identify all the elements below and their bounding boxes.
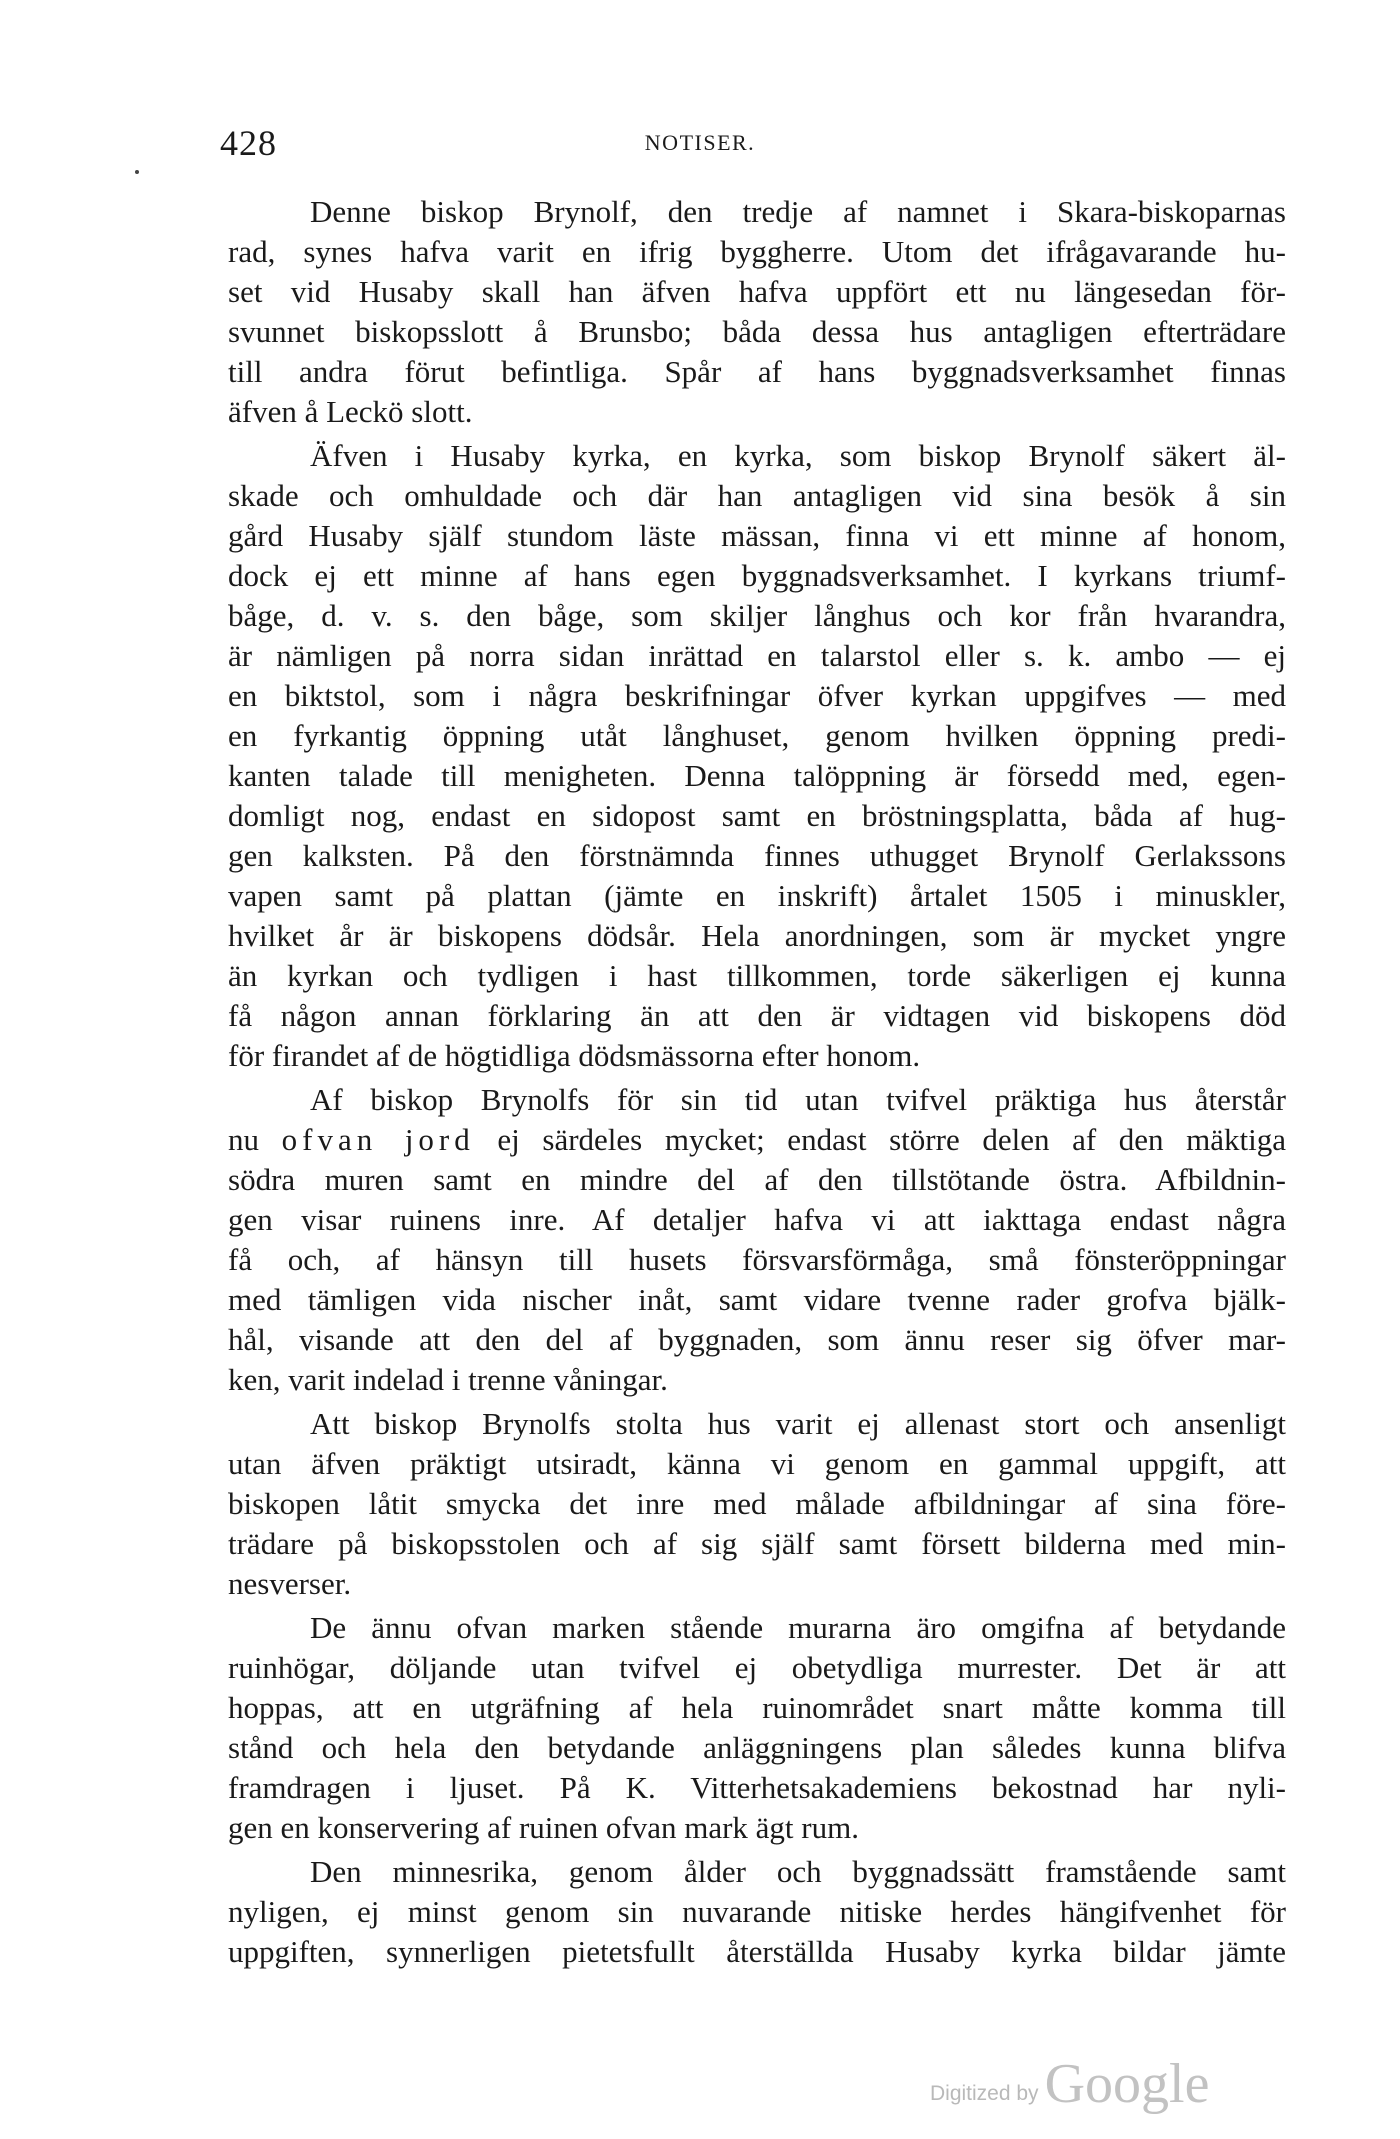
text-line: Äfven i Husaby kyrka, en kyrka, som biskop Brynolf säkert äl-: [310, 438, 1286, 473]
text-line: äfven å Leckö slott.: [228, 394, 473, 429]
text-line: Den minnesrika, genom ålder och byggnadssätt framstående samt: [310, 1854, 1286, 1889]
watermark-prefix: Digitized by: [930, 2082, 1039, 2105]
text-line: dock ej ett minne af hans egen byggnadsverksamhet. I kyrkans triumf-: [228, 558, 1286, 593]
text-line: södra muren samt en mindre del af den tillstötande östra. Afbildnin-: [228, 1162, 1286, 1197]
text-fragment: nu: [228, 1122, 259, 1157]
paragraph-2: [228, 436, 1286, 1076]
text-line: rad, synes hafva varit en ifrig byggherre. Utom det ifrågavarande hu-: [228, 234, 1286, 269]
text-line: gen en konservering af ruinen ofvan mark ägt rum.: [228, 1810, 859, 1845]
text-line: skade och omhuldade och där han antagligen vid sina besök å sin: [228, 478, 1286, 513]
text-fragment: ej särdeles mycket; endast större delen af den mäktiga: [497, 1122, 1287, 1157]
text-line: hvilket år är biskopens dödsår. Hela anordningen, som är mycket yngre: [228, 918, 1286, 953]
paragraph-1: [228, 192, 1286, 432]
paragraph-5: [228, 1608, 1286, 1848]
page-number: 428: [220, 123, 277, 163]
text-line: kanten talade till menigheten. Denna talöppning är försedd med, egen-: [228, 758, 1286, 793]
text-line: trädare på biskopsstolen och af sig själf samt försett bilderna med min-: [228, 1526, 1286, 1561]
body-text: [228, 192, 1286, 1976]
spaced-emphasis: ofvan jord: [281, 1122, 475, 1157]
text-line: framdragen i ljuset. På K. Vitterhetsakademiens bekostnad har nyli-: [228, 1770, 1286, 1805]
stray-mark: [135, 170, 139, 174]
text-line: ken, varit indelad i trenne våningar.: [228, 1362, 668, 1397]
text-line: vapen samt på plattan (jämte en inskrift) årtalet 1505 i minuskler,: [228, 878, 1286, 913]
text-line: få och, af hänsyn till husets försvarsförmåga, små fönsteröppningar: [228, 1242, 1286, 1277]
text-line: gen kalksten. På den förstnämnda finnes uthugget Brynolf Gerlakssons: [228, 838, 1286, 873]
text-line: De ännu ofvan marken stående murarna äro omgifna af betydande: [310, 1610, 1286, 1645]
text-line: Af biskop Brynolfs för sin tid utan tvifvel präktiga hus återstår: [310, 1082, 1286, 1117]
text-line: med tämligen vida nischer inåt, samt vidare tvenne rader grofva bjälk-: [228, 1282, 1286, 1317]
running-head: NOTISER.: [644, 130, 756, 155]
text-line: nesverser.: [228, 1566, 352, 1601]
text-line: domligt nog, endast en sidopost samt en bröstningsplatta, båda af hug-: [228, 798, 1286, 833]
text-line: än kyrkan och tydligen i hast tillkommen, torde säkerligen ej kunna: [228, 958, 1286, 993]
text-line: biskopen låtit smycka det inre med målade afbildningar af sina före-: [228, 1486, 1286, 1521]
text-line: gård Husaby själf stundom läste mässan, finna vi ett minne af honom,: [228, 518, 1286, 553]
text-line: Denne biskop Brynolf, den tredje af namnet i Skara-biskoparnas: [310, 194, 1286, 229]
paragraph-6: [228, 1852, 1286, 1972]
paragraph-4: [228, 1404, 1286, 1604]
google-logo: Google: [1044, 2053, 1210, 2115]
paragraph-3: [228, 1080, 1286, 1400]
text-line: en biktstol, som i några beskrifningar öfver kyrkan uppgifves — med: [228, 678, 1286, 713]
text-line: till andra förut befintliga. Spår af hans byggnadsverksamhet finnas: [228, 354, 1286, 389]
text-line: ruinhögar, döljande utan tvifvel ej obetydliga murrester. Det är att: [228, 1650, 1286, 1685]
text-line: uppgiften, synnerligen pietetsfullt återställda Husaby kyrka bildar jämte: [228, 1934, 1286, 1969]
digitized-watermark: [930, 2052, 1209, 2116]
text-line: svunnet biskopsslott å Brunsbo; båda dessa hus antagligen efterträdare: [228, 314, 1286, 349]
text-line: en fyrkantig öppning utåt långhuset, genom hvilken öppning predi-: [228, 718, 1286, 753]
text-line: Att biskop Brynolfs stolta hus varit ej allenast stort och ansenligt: [310, 1406, 1286, 1441]
text-line: nyligen, ej minst genom sin nuvarande nitiske herdes hängifvenhet för: [228, 1894, 1286, 1929]
text-line: hål, visande att den del af byggnaden, som ännu reser sig öfver mar-: [228, 1322, 1286, 1357]
text-line: båge, d. v. s. den båge, som skiljer långhus och kor från hvarandra,: [228, 598, 1286, 633]
text-line: är nämligen på norra sidan inrättad en talarstol eller s. k. ambo — ej: [228, 638, 1286, 673]
text-line: stånd och hela den betydande anläggningens plan således kunna blifva: [228, 1730, 1286, 1765]
text-line: gen visar ruinens inre. Af detaljer hafva vi att iakttaga endast några: [228, 1202, 1286, 1237]
text-line: för firandet af de högtidliga dödsmässorna efter honom.: [228, 1038, 921, 1073]
text-line: set vid Husaby skall han äfven hafva uppfört ett nu längesedan för-: [228, 274, 1286, 309]
text-line: hoppas, att en utgräfning af hela ruinområdet snart måtte komma till: [228, 1690, 1286, 1725]
text-line: få någon annan förklaring än att den är vidtagen vid biskopens död: [228, 998, 1286, 1033]
text-line-spaced: [228, 1120, 1286, 1160]
text-line: utan äfven präktigt utsiradt, känna vi genom en gammal uppgift, att: [228, 1446, 1286, 1481]
